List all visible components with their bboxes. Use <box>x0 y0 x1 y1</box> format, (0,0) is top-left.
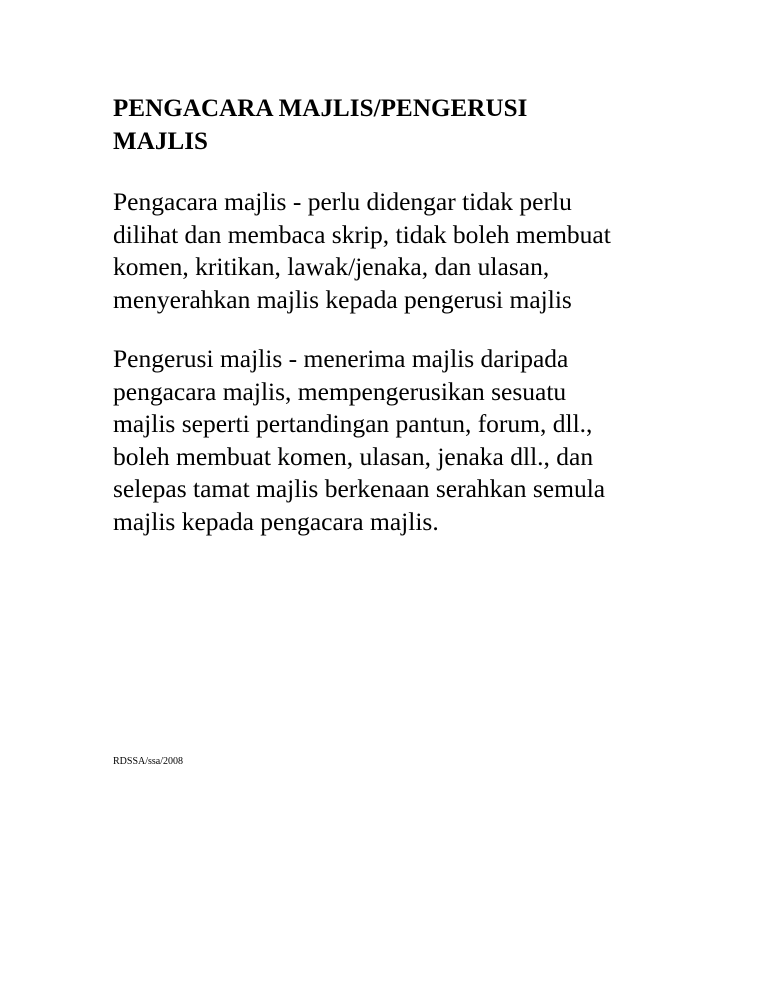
document-title <box>113 92 673 158</box>
title-line: PENGACARA MAJLIS/PENGERUSI <box>113 95 528 122</box>
paragraph-line: menyerahkan majlis kepada pengerusi majlis <box>113 284 572 314</box>
paragraph-pengacara-majlis <box>113 186 673 316</box>
paragraph-line: Pengerusi majlis - menerima majlis daripada <box>113 344 569 373</box>
document-footer: RDSSA/ssa/2008 <box>113 756 184 767</box>
paragraph-pengerusi-majlis <box>113 343 673 538</box>
paragraph-line: majlis seperti pertandingan pantun, forum, dll., <box>113 409 593 438</box>
paragraph-line: dilihat dan membaca skrip, tidak boleh membuat <box>113 219 611 249</box>
paragraph-line: boleh membuat komen, ulasan, jenaka dll., dan <box>113 441 594 471</box>
paragraph-line: Pengacara majlis - perlu didengar tidak perlu <box>113 187 572 216</box>
paragraph-line: pengacara majlis, mempengerusikan sesuatu <box>113 376 567 406</box>
title-line: MAJLIS <box>113 128 209 155</box>
paragraph-line: majlis kepada pengacara majlis. <box>113 506 439 536</box>
paragraph-line: komen, kritikan, lawak/jenaka, dan ulasan, <box>113 252 550 281</box>
paragraph-line: selepas tamat majlis berkenaan serahkan semula <box>113 474 606 503</box>
